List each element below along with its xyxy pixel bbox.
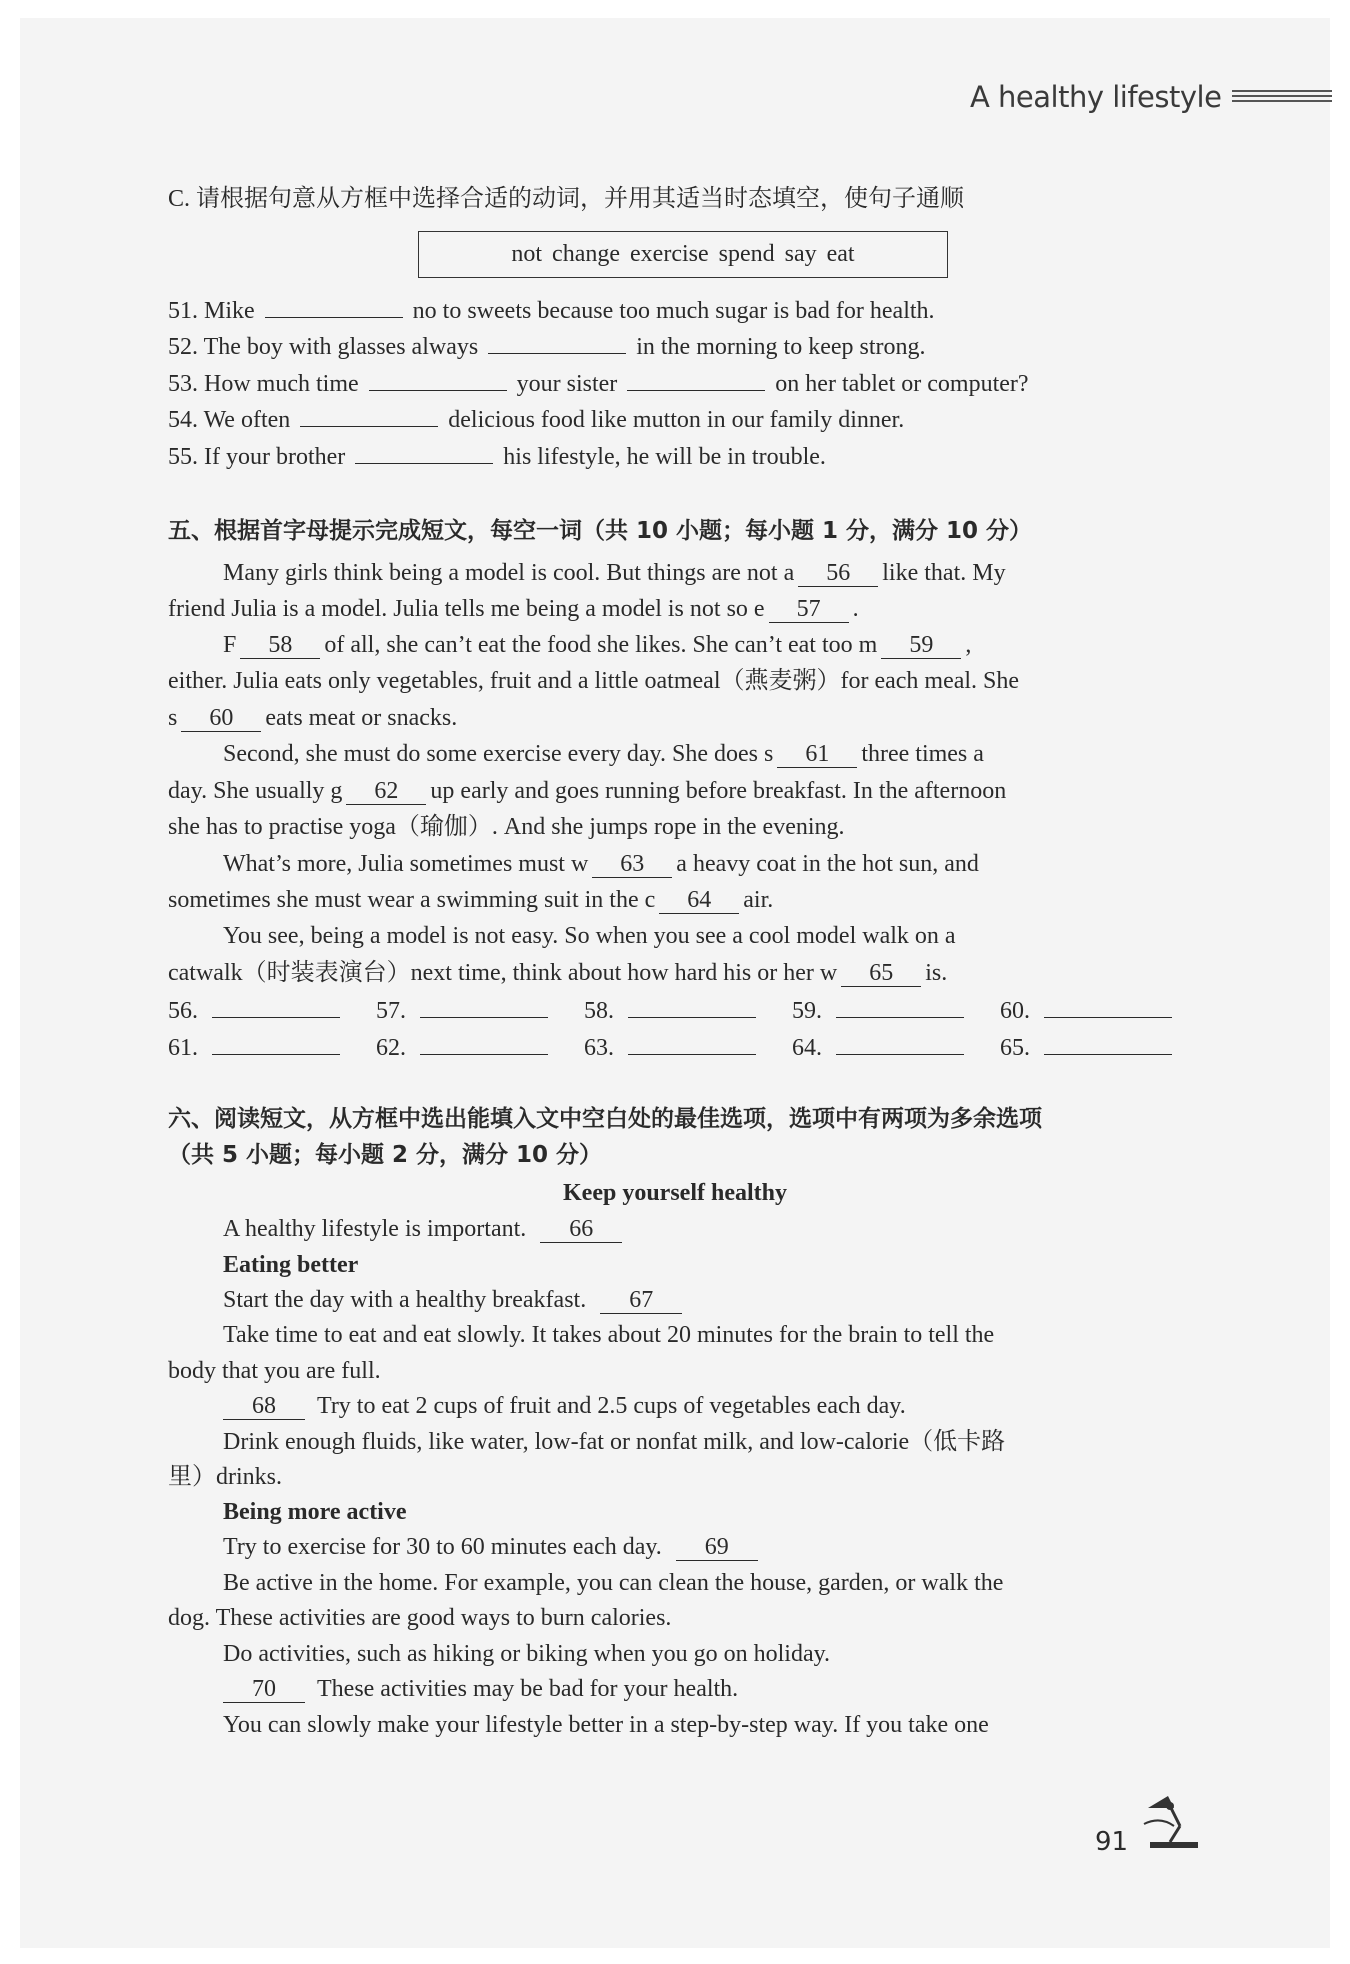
question-51: 51. Mike no to sweets because too much sugar is bad for health. [168,291,935,329]
passage-line: Start the day with a healthy breakfast. 67 [223,1282,686,1318]
answer-item: 65. [1000,1028,1176,1066]
answer-item: 59. [792,991,968,1029]
answer-blank-53a[interactable] [369,364,507,391]
answer-blank-70[interactable]: 70 [223,1676,305,1703]
answer-blank-61[interactable]: 61 [777,741,857,768]
passage-line: You see, being a model is not easy. So when you see a cool model walk on a [223,923,956,949]
question-number: 53. [168,371,198,397]
passage-line: friend Julia is a model. Julia tells me being a model is not so e 57 . [168,596,859,622]
question-54: 54. We often delicious food like mutton in our family dinner. [168,400,904,438]
passage-line: sometimes she must wear a swimming suit in the c 64 air. [168,887,774,913]
page-number: 91 [1095,1827,1129,1857]
passage-line: Take time to eat and eat slowly. It takes about 20 minutes for the brain to tell the [223,1322,995,1348]
subheading-being-more-active: Being more active [223,1499,407,1525]
answer-item: 58. [584,991,760,1029]
passage-line: Be active in the home. For example, you can clean the house, garden, or walk the [223,1570,1004,1596]
question-53: 53. How much time your sister on her tablet or computer? [168,364,1029,402]
answer-line-57[interactable] [420,991,548,1018]
answer-blank-59[interactable]: 59 [881,632,961,659]
answer-line-58[interactable] [628,991,756,1018]
passage-line: dog. These activities are good ways to burn calories. [168,1605,672,1631]
passage-line: F 58 of all, she can’t eat the food she likes. She can’t eat too m 59 , [223,632,972,658]
question-number: 54. [168,407,198,433]
question-55: 55. If your brother his lifestyle, he will be in trouble. [168,437,826,475]
passage-line: she has to practise yoga（瑜伽）. And she jumps rope in the evening. [168,814,845,840]
answer-blank-58[interactable]: 58 [240,632,320,659]
question-52: 52. The boy with glasses always in the morning to keep strong. [168,327,926,365]
passage-line: body that you are full. [168,1358,381,1384]
answer-line-65[interactable] [1044,1028,1172,1055]
answer-line-62[interactable] [420,1028,548,1055]
passage-line: Second, she must do some exercise every day. She does s 61 three times a [223,741,984,767]
passage-line: 里）drinks. [168,1464,282,1490]
answer-blank-63[interactable]: 63 [592,851,672,878]
answer-blank-52[interactable] [488,327,626,354]
answer-blank-62[interactable]: 62 [346,778,426,805]
answer-blank-54[interactable] [300,400,438,427]
passage-line: catwalk（时装表演台）next time, think about how hard his or her w 65 is. [168,960,948,986]
answer-line-61[interactable] [212,1028,340,1055]
passage-line: day. She usually g 62 up early and goes running before breakfast. In the afternoon [168,778,1007,804]
answer-line-60[interactable] [1044,991,1172,1018]
passage-line: either. Julia eats only vegetables, fruit and a little oatmeal（燕麦粥）for each meal. She [168,668,1020,694]
answer-item: 63. [584,1028,760,1066]
answer-blank-67[interactable]: 67 [600,1287,682,1314]
answer-blank-53b[interactable] [627,364,765,391]
answer-item: 57. [376,991,552,1029]
answer-blank-65[interactable]: 65 [841,960,921,987]
passage-line: 68 Try to eat 2 cups of fruit and 2.5 cups of vegetables each day. [223,1388,906,1424]
answer-blank-55[interactable] [355,437,493,464]
passage-line: What’s more, Julia sometimes must w 63 a heavy coat in the hot sun, and [223,851,979,877]
subheading-eating-better: Eating better [223,1252,359,1278]
answer-line-64[interactable] [836,1028,964,1055]
answer-blank-57[interactable]: 57 [769,596,849,623]
desk-lamp-icon [1140,1790,1202,1852]
passage-line: Do activities, such as hiking or biking when you go on holiday. [223,1641,831,1667]
passage-line: A healthy lifestyle is important. 66 [223,1211,626,1247]
answer-blank-51[interactable] [265,291,403,318]
word-box: not change exercise spend say eat [418,231,948,278]
question-number: 51. [168,298,198,324]
header-decoration-lines [1232,90,1332,106]
section-5-heading: 五、根据首字母提示完成短文，每空一词（共 10 小题；每小题 1 分，满分 10 分） [168,518,1033,544]
answer-blank-64[interactable]: 64 [659,887,739,914]
passage-line: s 60 eats meat or snacks. [168,705,458,731]
answer-blank-66[interactable]: 66 [540,1216,622,1243]
answer-item: 60. [1000,991,1176,1029]
answer-item: 61. [168,1028,344,1066]
question-number: 55. [168,444,198,470]
answer-blank-68[interactable]: 68 [223,1393,305,1420]
section-6-heading-cont: （共 5 小题；每小题 2 分，满分 10 分） [168,1142,603,1168]
passage-line: 70 These activities may be bad for your health. [223,1671,738,1707]
passage-line: Try to exercise for 30 to 60 minutes each day. 69 [223,1529,762,1565]
answer-line-59[interactable] [836,991,964,1018]
running-header-title: A healthy lifestyle [970,80,1222,114]
passage-line: You can slowly make your lifestyle better in a step-by-step way. If you take one [223,1712,989,1738]
answer-line-56[interactable] [212,991,340,1018]
section-6-heading: 六、阅读短文，从方框中选出能填入文中空白处的最佳选项，选项中有两项为多余选项 [168,1106,1042,1132]
answer-item: 56. [168,991,344,1029]
answer-blank-56[interactable]: 56 [798,560,878,587]
question-number: 52. [168,334,198,360]
section-c-instruction: C. 请根据句意从方框中选择合适的动词，并用其适当时态填空，使句子通顺 [168,186,965,212]
answer-blank-69[interactable]: 69 [676,1534,758,1561]
answer-blank-60[interactable]: 60 [181,705,261,732]
answer-item: 62. [376,1028,552,1066]
passage-line: Drink enough fluids, like water, low-fat or nonfat milk, and low-calorie（低卡路 [223,1429,1006,1455]
answer-line-63[interactable] [628,1028,756,1055]
answer-item: 64. [792,1028,968,1066]
passage-title: Keep yourself healthy [563,1180,787,1206]
passage-line: Many girls think being a model is cool. But things are not a 56 like that. My [223,560,1006,586]
